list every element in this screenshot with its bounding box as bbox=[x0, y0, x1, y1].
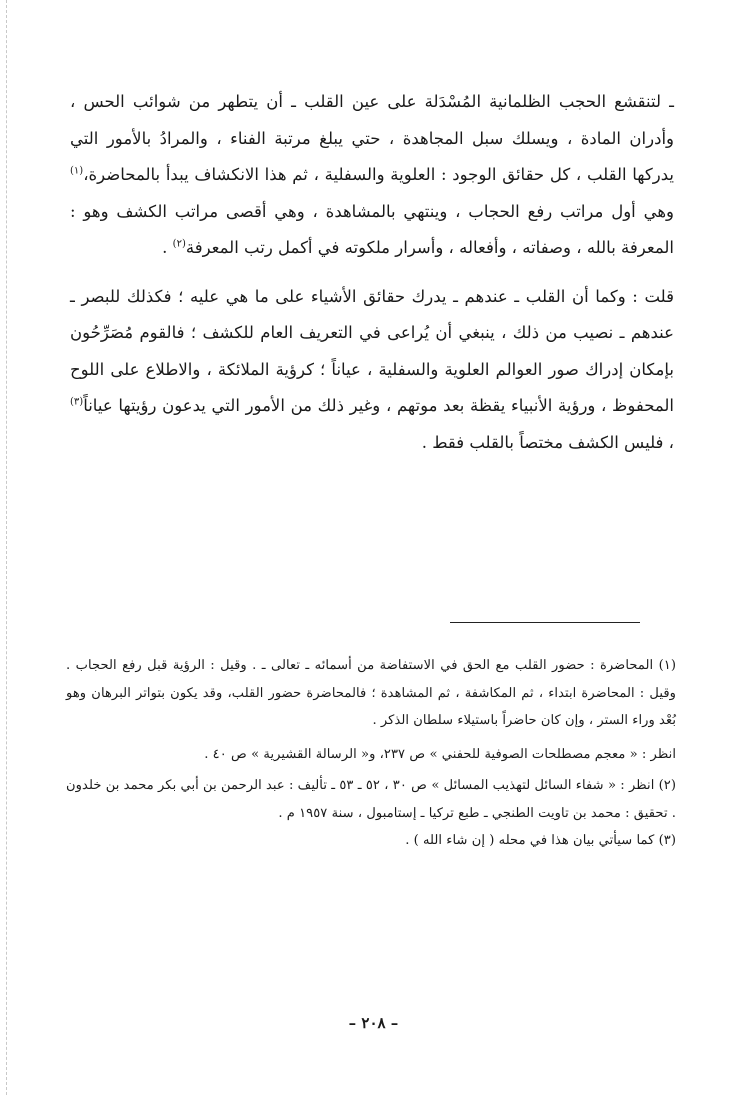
paragraph-1-text-b: وهي أول مراتب رفع الحجاب ، وينتهي بالمشاهدة ، وهي أقصى مراتب الكشف وهو : المعرفة بالله ، وصفاته ، وأفعاله ، وأسرار ملكوته في أكمل رتب المعرفة bbox=[70, 201, 674, 257]
main-paragraph-1 bbox=[70, 84, 674, 267]
footnote-2: (٢) انظر : « شفاء السائل لتهذيب المسائل » ص ٣٠ ، ٥٢ ـ ٥٣ ـ تأليف : عبد الرحمن بن أبي بكر محمد بن خلدون . تحقيق : محمد بن تاويت الطنجي ـ طبع تركيا ـ إستامبول ، سنة ١٩٥٧ م . bbox=[66, 778, 676, 821]
footnotes bbox=[66, 652, 676, 855]
paragraph-1-text-c: . bbox=[162, 238, 173, 257]
footnote-3: (٣) كما سيأتي بيان هذا في محله ( إن شاء الله ) . bbox=[405, 833, 676, 848]
main-text bbox=[70, 84, 674, 461]
paragraph-1-text-a: ـ لتنقشع الحجب الظلمانية المُسْدَلة على عين القلب ـ أن يتطهر من شوائب الحس ، وأدران المادة ، ويسلك سبل المجاهدة ، حتي يبلغ مرتبة الفناء ، والمرادُ بالأمور التي يدركها القلب ، كل حقائق الوجود : العلوية والسفلية ، ثم هذا الانكشاف يبدأ بالمحاضرة، bbox=[70, 92, 674, 184]
footnote-1: (١) المحاضرة : حضور القلب مع الحق في الاستفاضة من أسمائه ـ تعالى ـ . وقيل : الرؤية قبل رفع الحجاب . وقيل : المحاضرة ابتداء ، ثم المكاشفة ، ثم المشاهدة ؛ فالمحاضرة حضور القلب، وقد يكون بتواتر البرهان وهو بُعْد وراء الستر ، وإن كان حاضراً باستيلاء سلطان الذكر . bbox=[66, 658, 676, 728]
paragraph-2-text-a: قلت : وكما أن القلب ـ عندهم ـ يدرك حقائق الأشياء على ما هي عليه ؛ فكذلك للبصر ـ عندهم ـ نصيب من ذلك ، ينبغي أن يُراعى في التعريف العام للكشف ؛ فالقوم مُصَرِّحُون بإمكان إدراك صور العوالم العلوية والسفلية ، عياناً ؛ كرؤية الملائكة ، والاطلاع على اللوح المحفوظ ، ورؤية الأنبياء يقظة بعد موتهم ، وغير ذلك من الأمور التي يدعون رؤيتها عياناً bbox=[70, 286, 674, 415]
scan-edge-line bbox=[6, 0, 7, 1095]
page-number: – ٢٠٨ – bbox=[348, 1014, 399, 1032]
paragraph-2-text-b: ، فليس الكشف مختصاً بالقلب فقط . bbox=[421, 432, 674, 452]
footnote-reference-2: (٢) bbox=[172, 238, 186, 250]
footnote-reference-1: (١) bbox=[70, 165, 84, 177]
footnote-reference-3: (٣) bbox=[70, 396, 84, 408]
footnote-1-reference: انظر : « معجم مصطلحات الصوفية للحفني » ص ٢٣٧، و« الرسالة القشيرية » ص ٤٠ . bbox=[204, 746, 676, 762]
footnote-separator bbox=[450, 622, 640, 623]
main-paragraph-2 bbox=[70, 279, 674, 462]
